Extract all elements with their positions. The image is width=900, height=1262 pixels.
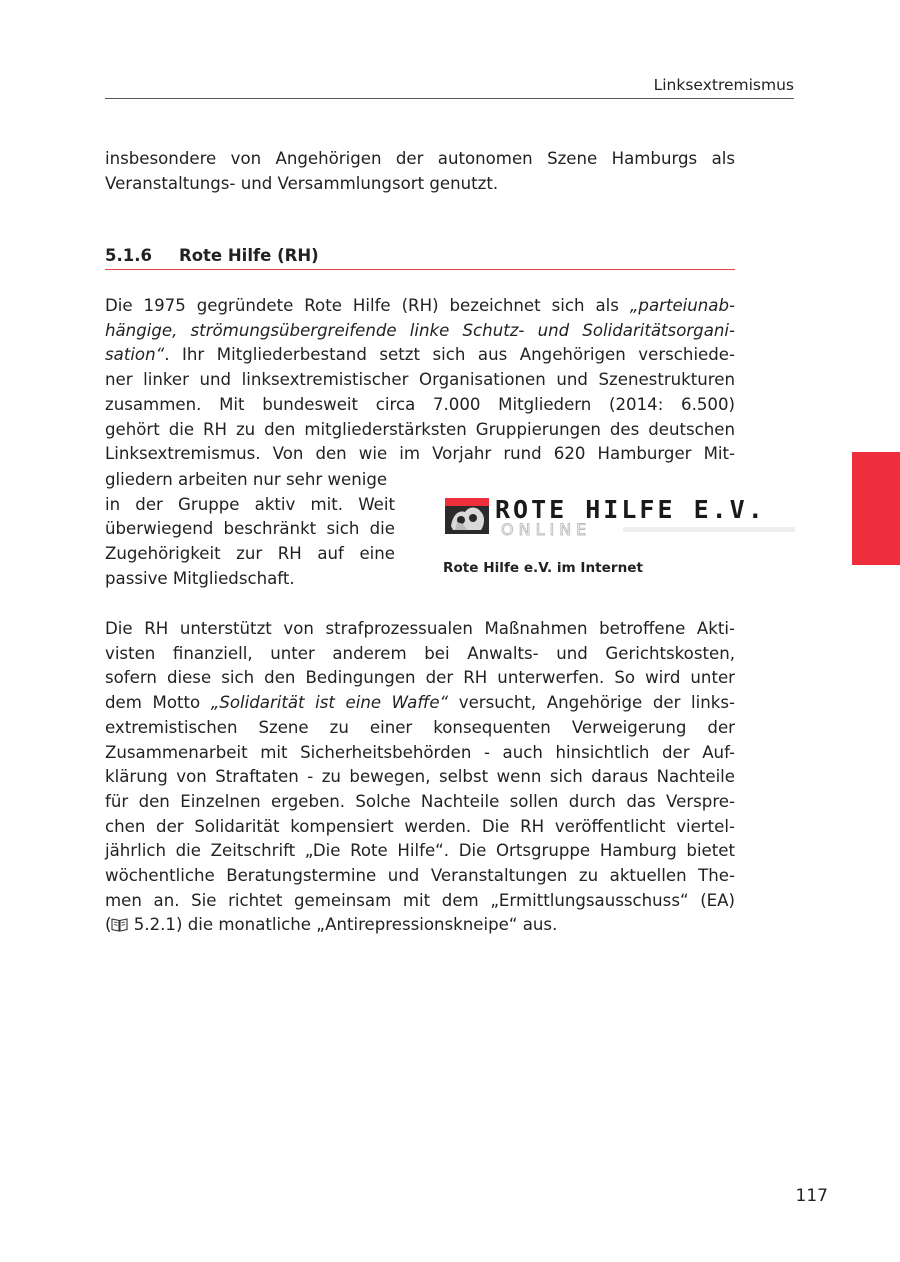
header-rule: [105, 98, 794, 99]
quote-span: „Solidarität ist eine Waffe“: [210, 693, 449, 713]
text-line: visten finanziell, unter anderem bei Anwalts- und Gerichtskosten,: [105, 643, 735, 663]
text-line: jährlich die Zeitschrift „Die Rote Hilfe“. Die Ortsgruppe Hamburg bietet: [105, 841, 735, 861]
text-line: chen der Solidarität kompensiert werden. Die RH veröffentlicht viertel-: [105, 816, 735, 836]
quote-span: sation“: [105, 345, 165, 365]
quote-span: „parteiunab-: [629, 296, 735, 315]
text-line: [105, 343, 735, 368]
text-span: Die 1975 gegründete Rote Hilfe (RH) bezeichnet sich als: [105, 296, 630, 315]
section-heading: [105, 246, 735, 265]
running-head: Linksextremismus: [653, 76, 794, 94]
text-line: [105, 294, 735, 319]
text-line: [105, 913, 735, 938]
book-icon: [111, 917, 128, 932]
text-line: sofern diese sich den Bedingungen der RH unterwerfen. So wird unter: [105, 668, 735, 688]
section-title: Rote Hilfe (RH): [179, 246, 319, 265]
text-line: Zusammenarbeit mit Sicherheitsbehörden - auch hinsichtlich der Auf-: [105, 742, 735, 762]
text-line: extremistischen Szene zu einer konsequenten Verweigerung der: [105, 717, 735, 737]
paragraph-2: [105, 617, 735, 938]
text-line: in der Gruppe aktiv mit. Weit: [105, 494, 395, 514]
text-span: 5.2.1) die monatliche „Antirepressionskneipe“ aus.: [128, 915, 558, 935]
text-line: men an. Sie richtet gemeinsam mit dem „Ermittlungsausschuss“ (EA): [105, 890, 735, 910]
text-span: versucht, Angehörige der links-: [448, 693, 735, 713]
text-line: ner linker und linksextremistischer Organisationen und Szenestrukturen: [105, 370, 735, 390]
text-line: insbesondere von Angehörigen der autonomen Szene Hamburgs als: [105, 149, 735, 168]
paragraph-1: [105, 294, 735, 467]
logo-subtext: ONLINE: [501, 520, 592, 538]
text-line: Linksextremismus. Von den wie im Vorjahr rund 620 Hamburger Mit-: [105, 444, 735, 464]
text-span: dem Motto: [105, 693, 211, 713]
section-rule: [105, 269, 735, 270]
text-line: gliedern arbeiten nur sehr wenige: [105, 470, 388, 489]
quote-span: hängige, strömungsübergreifende linke Schutz- und Solidaritätsorgani-: [105, 320, 735, 340]
text-line: für den Einzelnen ergeben. Solche Nachteile sollen durch das Verspre-: [105, 791, 735, 811]
text-line: wöchentliche Beratungstermine und Veranstaltungen zu aktuellen The-: [105, 866, 735, 886]
chapter-tab-marker: [852, 452, 900, 565]
logo-text: ROTE HILFE E.V.: [495, 495, 766, 524]
text-line: Veranstaltungs- und Versammlungsort genutzt.: [105, 173, 499, 193]
text-line: passive Mitgliedschaft.: [105, 568, 295, 588]
fist-emblem-icon: [445, 498, 489, 534]
text-line: gehört die RH zu den mitgliederstärksten Gruppierungen des deutschen: [105, 419, 735, 439]
logo-fade: [623, 527, 795, 532]
text-line: Die RH unterstützt von strafprozessualen Maßnahmen betroffene Akti-: [105, 619, 735, 638]
page-number: 117: [795, 1186, 828, 1206]
paragraph-1-wrap: [105, 468, 395, 592]
text-line: klärung von Straftaten - zu bewegen, selbst wenn sich daraus Nachteile: [105, 767, 735, 787]
figure-caption: Rote Hilfe e.V. im Internet: [443, 560, 643, 576]
rote-hilfe-logo: [443, 494, 795, 538]
section-number: 5.1.6: [105, 246, 152, 265]
text-line: [105, 691, 735, 716]
text-line: Zugehörigkeit zur RH auf eine: [105, 544, 395, 564]
text-line: [105, 319, 735, 344]
text-line: überwiegend beschränkt sich die: [105, 519, 395, 539]
intro-paragraph: [105, 147, 735, 196]
text-span: . Ihr Mitgliederbestand setzt sich aus Angehörigen verschiede-: [164, 345, 735, 365]
text-line: zusammen. Mit bundesweit circa 7.000 Mitgliedern (2014: 6.500): [105, 394, 735, 414]
text-span: (: [105, 915, 112, 935]
